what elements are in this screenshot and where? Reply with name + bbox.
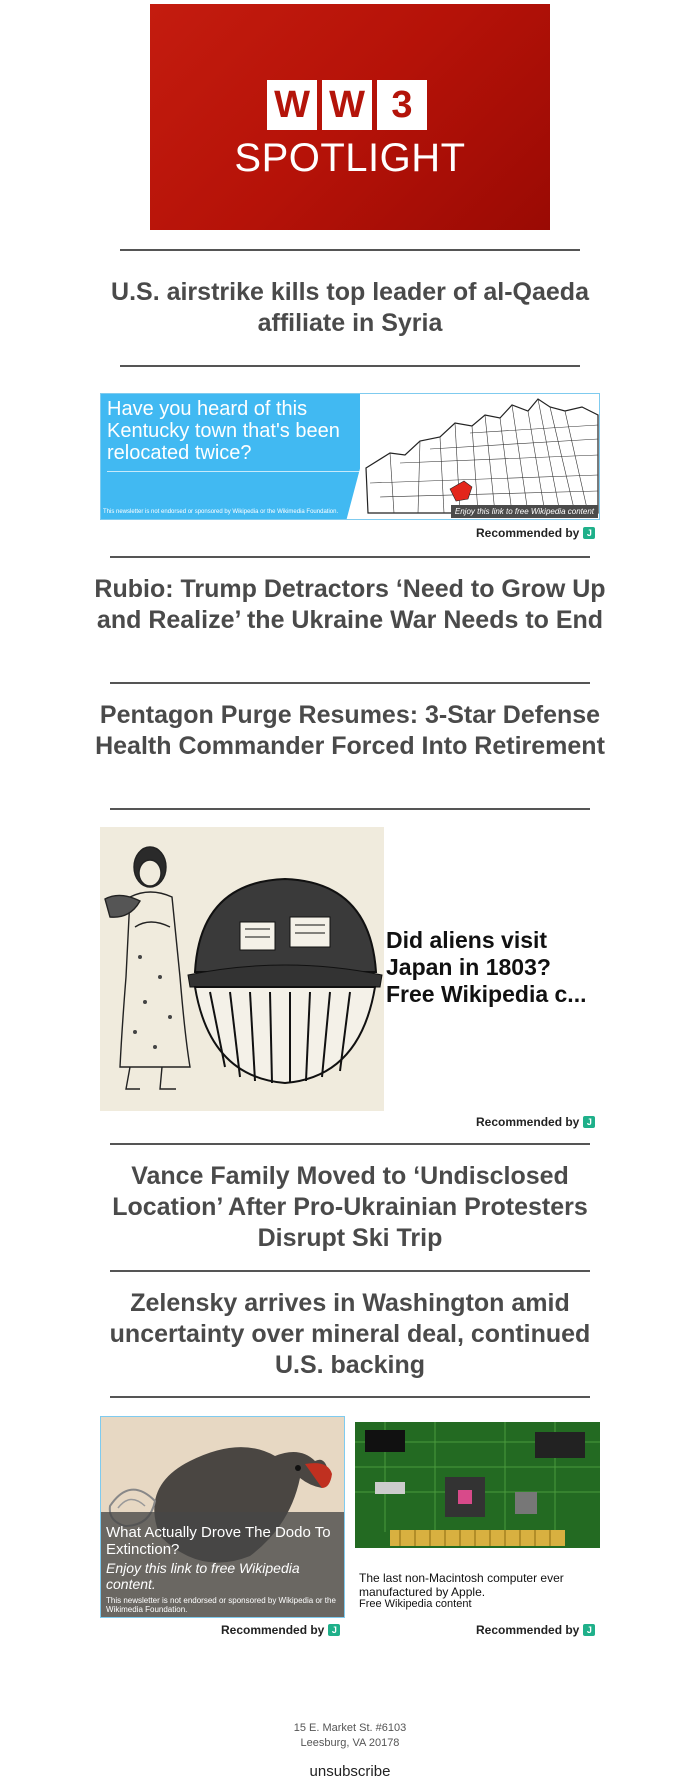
recommender-logo-icon: J <box>328 1624 340 1636</box>
divider <box>120 249 580 251</box>
divider <box>110 1270 590 1272</box>
ad-dodo-disclaimer: This newsletter is not endorsed or sponsored by Wikipedia or the Wikimedia Foundation. <box>106 1596 336 1614</box>
circuit-board-icon <box>355 1422 600 1558</box>
recommender-logo-icon: J <box>583 527 595 539</box>
logo-letter-w1: W <box>267 80 317 130</box>
headline-4[interactable]: Vance Family Moved to ‘Undisclosed Location’ After Pro-Ukrainian Protesters Disrupt Ski Trip <box>112 1162 588 1252</box>
recommended-label: Recommended by <box>476 1623 580 1637</box>
recommended-by[interactable] <box>221 1623 340 1637</box>
ad-dodo[interactable] <box>100 1416 345 1618</box>
recommended-by[interactable] <box>476 526 595 540</box>
kentucky-map-icon <box>360 393 600 520</box>
headline-1[interactable]: U.S. airstrike kills top leader of al-Qaeda affiliate in Syria <box>111 278 589 337</box>
headline-2[interactable]: Rubio: Trump Detractors ‘Need to Grow Up and Realize’ the Ukraine War Needs to End <box>94 575 606 634</box>
recommender-logo-icon: J <box>583 1624 595 1636</box>
divider <box>110 808 590 810</box>
recommended-label: Recommended by <box>476 526 580 540</box>
ad-japan-title[interactable]: Did aliens visit Japan in 1803? Free Wikipedia c... <box>386 927 587 1007</box>
footer-address-line-2: Leesburg, VA 20178 <box>300 1737 400 1749</box>
recommended-label: Recommended by <box>476 1115 580 1129</box>
ad-japan-ufo-image[interactable] <box>100 827 384 1111</box>
ad-apple-computer-image[interactable] <box>355 1422 600 1558</box>
divider <box>120 365 580 367</box>
divider <box>110 1143 590 1145</box>
recommended-by[interactable] <box>476 1115 595 1129</box>
ad-apple-title[interactable]: The last non-Macintosh computer ever manufactured by Apple. <box>359 1571 564 1599</box>
ad-border <box>100 1416 345 1618</box>
footer-address-line-1: 15 E. Market St. #6103 <box>293 1722 407 1734</box>
utsuro-bune-illustration-icon <box>100 827 384 1111</box>
divider <box>110 1396 590 1398</box>
headline-3[interactable]: Pentagon Purge Resumes: 3-Star Defense Health Commander Forced Into Retirement <box>95 701 605 760</box>
ad-dodo-title: What Actually Drove The Dodo To Extinction? <box>106 1524 331 1558</box>
ad-apple-subtitle: Free Wikipedia content <box>359 1598 472 1610</box>
divider <box>110 682 590 684</box>
logo-subtitle: SPOTLIGHT <box>234 136 466 180</box>
ad-disclaimer: This newsletter is not endorsed or sponsored by Wikipedia or the Wikimedia Foundation. <box>103 509 339 515</box>
recommended-by[interactable] <box>476 1623 595 1637</box>
kentucky-map-image <box>360 393 600 520</box>
recommender-logo-icon: J <box>583 1116 595 1128</box>
ad-rule <box>107 471 372 472</box>
recommended-label: Recommended by <box>221 1623 325 1637</box>
divider <box>110 556 590 558</box>
logo-letter-3: 3 <box>377 80 427 130</box>
ad-caption: Enjoy this link to free Wikipedia content <box>451 505 598 518</box>
logo-letter-w2: W <box>322 80 372 130</box>
ww3-spotlight-logo[interactable] <box>150 4 550 230</box>
unsubscribe-link[interactable]: unsubscribe <box>309 1763 391 1780</box>
ad-title: Have you heard of this Kentucky town that's been relocated twice? <box>107 398 340 464</box>
ad-dodo-subtitle: Enjoy this link to free Wikipedia content. <box>106 1560 300 1592</box>
ad-kentucky-town[interactable] <box>100 393 600 520</box>
headline-5[interactable]: Zelensky arrives in Washington amid uncertainty over mineral deal, continued U.S. backing <box>109 1289 591 1379</box>
